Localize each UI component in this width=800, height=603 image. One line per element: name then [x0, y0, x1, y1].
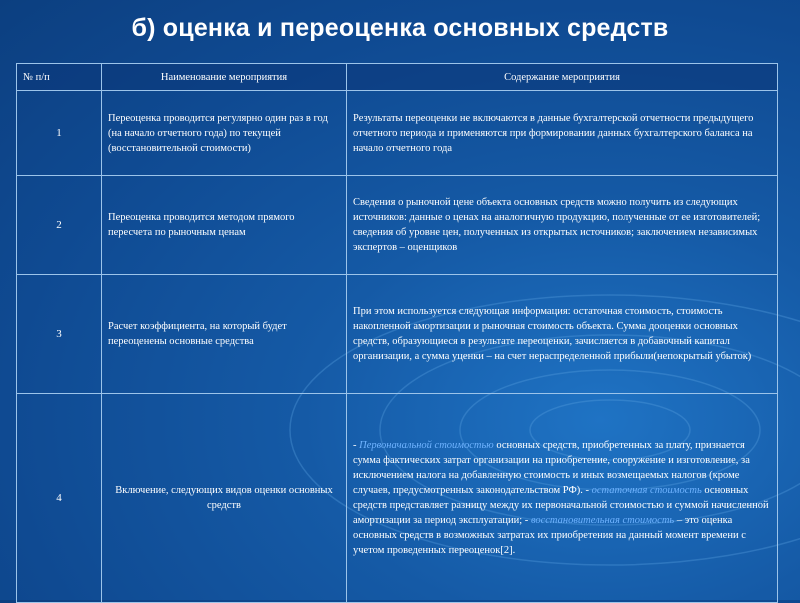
row-number: 1	[17, 91, 102, 176]
row-content: При этом используется следующая информация: остаточная стоимость, стоимость накопленной амортизации и рыночная стоимость объекта. Сумма дооценки основных средств, образующиеся в результате переоценки, зачисляется в добавочный капитал организации, а сумма уценки – на счет нераспределенной прибыли(непокрытый убыток)	[347, 275, 778, 394]
header-name: Наименование мероприятия	[102, 64, 347, 91]
table-row	[17, 275, 778, 394]
term-residual-cost: остаточная стоимость	[591, 485, 702, 496]
row-number: 4	[17, 394, 102, 603]
content-text: основных средств, приобретенных за плату, признается сумма фактических затрат организации на приобретение, сооружение и изготовление, за исключением налога на добавленную стоимость и иных возмещаемых налогов (кроме случаев, предусмотренных законодательством РФ). -	[353, 440, 750, 496]
row-name: Включение, следующих видов оценки основных средств	[102, 394, 347, 603]
row-content	[347, 394, 778, 603]
row-name: Переоценка проводится регулярно один раз в год (на начало отчетного года) по текущей (восстановительной стоимости)	[102, 91, 347, 176]
row-name: Расчет коэффициента, на который будет переоценены основные средства	[102, 275, 347, 394]
content-text: – это оценка основных средств в возможных затратах их приобретения на данный момент времени с учетом проведенных переоценок[2].	[353, 515, 746, 556]
table-header-row	[17, 64, 778, 91]
table-row	[17, 394, 778, 603]
table-row	[17, 176, 778, 275]
table-row	[17, 91, 778, 176]
header-content: Содержание мероприятия	[347, 64, 778, 91]
header-num: № п/п	[17, 64, 102, 91]
term-replacement-cost: восстановительная стоимость	[530, 515, 675, 526]
content-text: основных средств представляет разницу между их первоначальной стоимостью и суммой начисленной амортизации за период эксплуатации; -	[353, 485, 769, 526]
row-content: Результаты переоценки не включаются в данные бухгалтерской отчетности предыдущего отчетного периода и применяются при формировании данных бухгалтерского баланса на начало отчетного года	[347, 91, 778, 176]
row-number: 2	[17, 176, 102, 275]
content-text: -	[353, 440, 360, 451]
term-initial-cost: Первоначальной стоимостью	[359, 440, 494, 451]
row-content: Сведения о рыночной цене объекта основных средств можно получить из следующих источников: данные о ценах на аналогичную продукцию, полученные от ее изготовителей; сведения об уровне цен, полученных из открытых источников; заключением независимых экспертов – оценщиков	[347, 176, 778, 275]
row-number: 3	[17, 275, 102, 394]
revaluation-table	[16, 63, 778, 603]
slide-title: б) оценка и переоценка основных средств	[131, 14, 669, 42]
row-name: Переоценка проводится методом прямого пересчета по рыночным ценам	[102, 176, 347, 275]
